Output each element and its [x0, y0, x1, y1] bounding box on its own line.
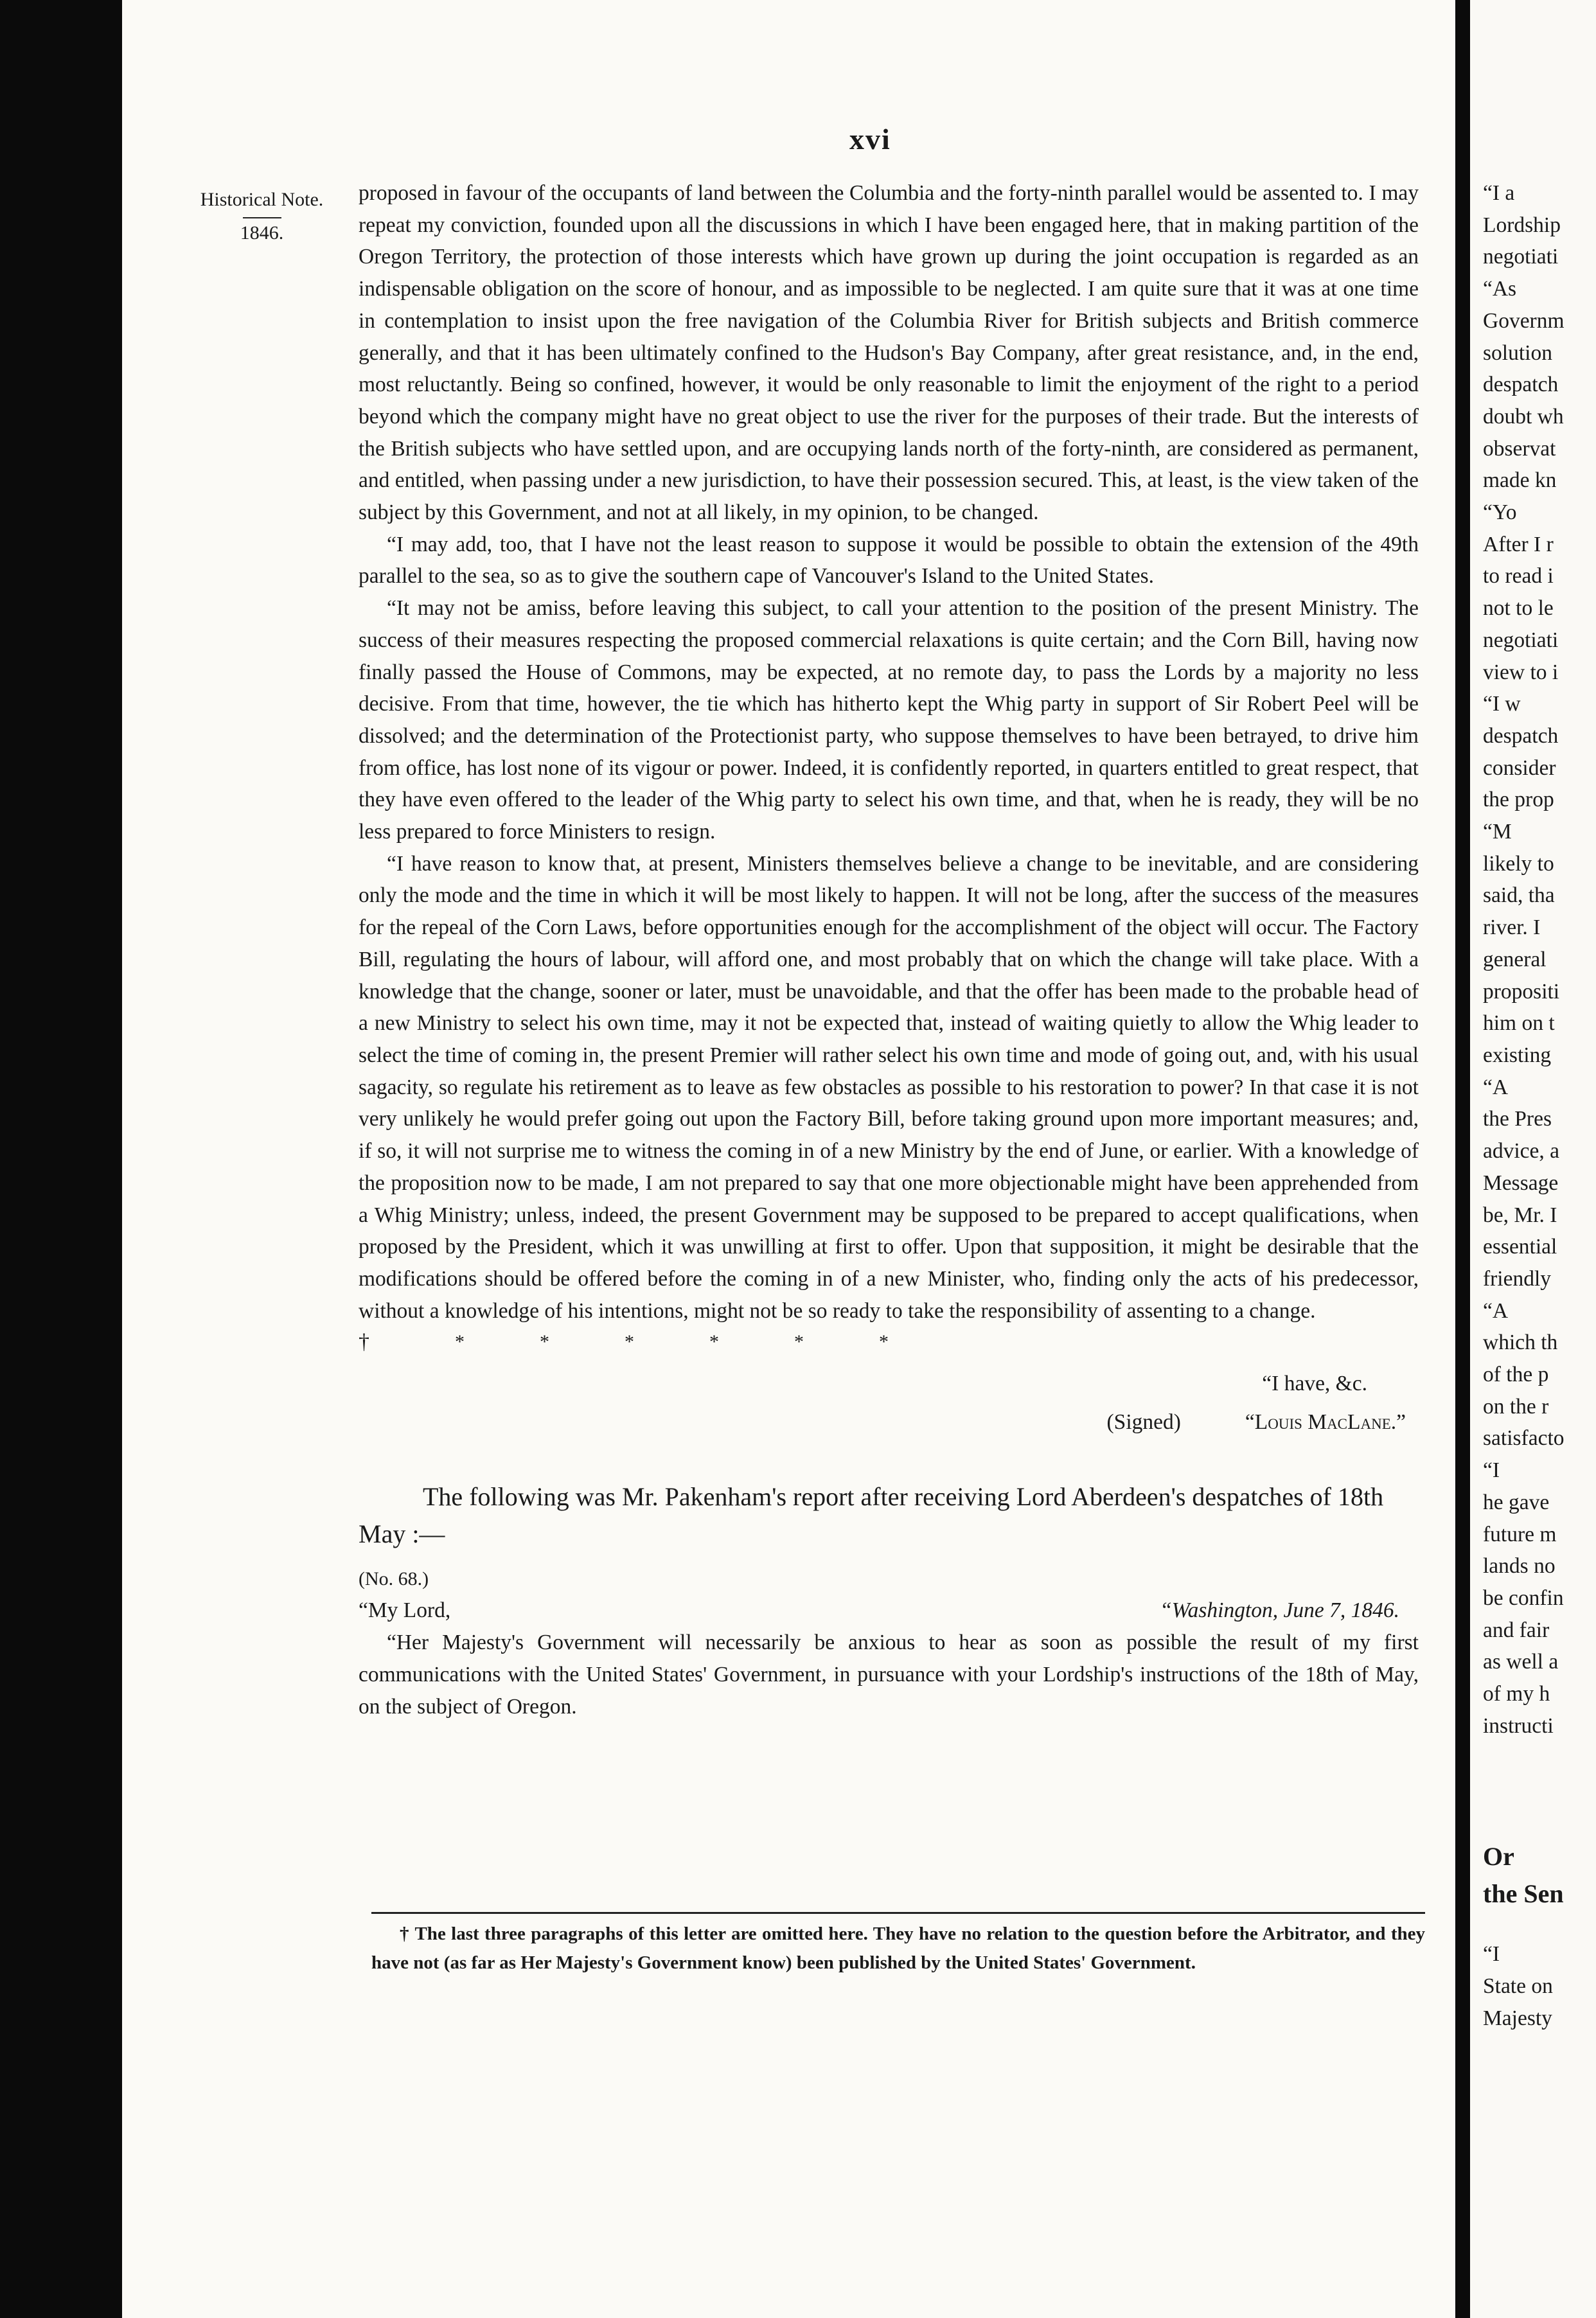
- facing-page-line: which th: [1483, 1331, 1558, 1355]
- facing-page-gap: [1483, 1742, 1596, 1838]
- facing-page-line: of my h: [1483, 1682, 1550, 1706]
- facing-page-line: friendly: [1483, 1266, 1552, 1291]
- facing-page-line: general: [1483, 947, 1547, 971]
- signature-line: [359, 1406, 1419, 1438]
- omission-star: *: [540, 1331, 549, 1353]
- facing-page-line: view to i: [1483, 660, 1559, 684]
- letter-closing: “I have, &c.: [1262, 1372, 1367, 1396]
- facing-page-line: consider: [1483, 756, 1556, 780]
- dateline: “Washington, June 7, 1846.: [1160, 1598, 1399, 1623]
- facing-page-line: of the p: [1483, 1363, 1549, 1387]
- omission-star: *: [625, 1331, 634, 1353]
- margin-note: [183, 188, 341, 245]
- facing-page-line: the Sen: [1483, 1879, 1564, 1909]
- facing-page-line: instructi: [1483, 1713, 1554, 1738]
- facing-page-line: “Yo: [1483, 500, 1517, 525]
- facing-page-line: on the r: [1483, 1394, 1549, 1419]
- letter-paragraph-2: “I may add, too, that I have not the least reason to suppose it would be possible to obtain the extension of the 49th parallel to the sea, so as to give the southern cape of Vancouver's Island to the United States.: [359, 532, 1419, 588]
- facing-page-line: satisfacto: [1483, 1426, 1565, 1451]
- facing-page-line: doubt wh: [1483, 404, 1564, 429]
- omission-star: *: [709, 1331, 719, 1353]
- facing-page-line: said, tha: [1483, 883, 1555, 908]
- facing-page-line: negotiati: [1483, 245, 1559, 269]
- facing-page-line: Lordship: [1483, 213, 1561, 237]
- footnote: † The last three paragraphs of this letter are omitted here. They have no relation to the question before the Arbitrator, and they have not (as far as Her Majesty's Government know) been published by the United States' Government.: [371, 1924, 1425, 1973]
- salutation-row: [359, 1595, 1419, 1627]
- omission-star: *: [455, 1331, 465, 1353]
- omission-star: *: [794, 1331, 804, 1353]
- facing-page-line: despatch: [1483, 723, 1559, 748]
- facing-page-line: observat: [1483, 436, 1556, 461]
- facing-page-line: the prop: [1483, 788, 1554, 812]
- facing-page-line: solution: [1483, 341, 1552, 365]
- footnote-divider: [371, 1912, 1425, 1914]
- letter-paragraph-1: proposed in favour of the occupants of land between the Columbia and the forty-ninth parallel would be assented to. I may repeat my conviction, founded upon all the discussions in which I have been engaged here, that in making partition of the Oregon Territory, the protection of those interests which have grown up during the joint occupation is regarded as an indispensable obligation on the score of honour, and as impossible to be neglected. I am quite sure that it was at one time in contemplation to insist upon the free navigation of the Columbia River for British subjects and British commerce generally, and that it has been ultimately confined to the Hudson's Bay Company, after great resistance, and, in the end, most reluctantly. Being so confined, however, it would be only reasonable to limit the enjoyment of the right to a period beyond which the company might have no great object to use the river for the purposes of their trade. But the interests of the British subjects who have settled upon, and are occupying lands north of the forty-ninth, are considered as permanent, and entitled, when passing under a new jurisdiction, to have their possession secured. This, at least, is the view taken of the subject by this Government, and not at all likely, in my opinion, to be changed.: [359, 181, 1419, 525]
- facing-page-text: [1483, 177, 1596, 2035]
- margin-note-title: Historical Note.: [200, 189, 324, 210]
- report-paragraph: “Her Majesty's Government will necessarily be anxious to hear as soon as possible the result of my first communications with the United States' Government, in pursuance with your Lordship's instructions of the 18th of May, on the subject of Oregon.: [359, 1631, 1419, 1719]
- facing-page-line: future m: [1483, 1522, 1557, 1546]
- facing-page-line: Majesty: [1483, 2006, 1552, 2030]
- facing-page-line: “I a: [1483, 181, 1515, 205]
- facing-page-line: be confin: [1483, 1586, 1564, 1610]
- facing-page-line: not to le: [1483, 596, 1554, 621]
- facing-page-line: and fair: [1483, 1618, 1550, 1642]
- facing-page-line: “M: [1483, 820, 1512, 844]
- facing-page-line: “I: [1483, 1942, 1500, 1967]
- signature: “Louis MacLane.”: [1245, 1410, 1406, 1435]
- facing-page-line: Message: [1483, 1171, 1559, 1195]
- facing-page-line: likely to: [1483, 851, 1554, 876]
- page-number: xvi: [849, 123, 891, 155]
- margin-note-rule: [243, 217, 281, 218]
- facing-page-line: State on: [1483, 1974, 1553, 1999]
- facing-page-line: the Pres: [1483, 1107, 1552, 1131]
- facing-page-line: “As: [1483, 277, 1517, 301]
- facing-page-line: as well a: [1483, 1650, 1559, 1674]
- letter-paragraph-4: “I have reason to know that, at present, Ministers themselves believe a change to be inevitable, and are considering only the mode and the time in which it will be most likely to happen. It will not be long, after the success of the measures for the repeal of the Corn Laws, before opportunities enough for the accomplishment of the object will occur. The Factory Bill, regulating the hours of labour, will afford one, and most probably that on which the change will take place. With a knowledge that the change, sooner or later, must be unavoidable, and that the offer has been made to the probable head of a new Ministry to select his own time, may it not be expected that, instead of waiting quietly to allow the Whig leader to select the time of coming in, the present Premier will rather select his own time and mode of going out, and, with his usual sagacity, so regulate his retirement as to leave as few obstacles as possible to his restoration to power? In that case it is not very unlikely he would prefer going out upon the Factory Bill, before taking ground upon more important measures; and, if so, it will not surprise me to witness the coming in of a new Ministry by the end of June, or earlier. With a knowledge of the proposition now to be made, I am not prepared to say that one more objectionable might have been apprehended from a Whig Ministry; unless, indeed, the present Government may be supposed to be prepared to accept qualifications, when proposed by the President, which it was unwilling at first to offer. Upon that supposition, it might be desirable that the modifications should be offered before the coming in of a new Minister, who, finding only the acts of his predecessor, without a knowledge of his intentions, might not be so ready to take the responsibility of assenting to a change.: [359, 851, 1419, 1323]
- facing-page: [1470, 0, 1596, 2318]
- facing-page-line: essential: [1483, 1235, 1557, 1259]
- section-heading: The following was Mr. Pakenham's report after receiving Lord Aberdeen's despatches of 18th May :—: [359, 1482, 1384, 1548]
- facing-page-line: him on t: [1483, 1011, 1555, 1036]
- letter-paragraph-3: “It may not be amiss, before leaving this subject, to call your attention to the position of the present Ministry. The success of their measures respecting the proposed commercial relaxations is quite certain; and the Corn Bill, having now finally passed the House of Commons, may be expected, at no remote day, to pass the Lords by a majority no less decisive. From that time, however, the tie which has hitherto kept the Whig party in support of Sir Robert Peel will be dissolved; and the determination of the Protectionist party, who suppose themselves to have been betrayed, to drive him from office, has lost none of its vigour or power. Indeed, it is confidently reported, in quarters entitled to great respect, that they have even offered to the leader of the Whig party to select his own time, and that, when he is ready, they will be no less prepared to force Ministers to resign.: [359, 596, 1419, 844]
- facing-page-line: “I w: [1483, 692, 1521, 716]
- facing-page-line: “A: [1483, 1075, 1509, 1099]
- salutation: “My Lord,: [359, 1598, 451, 1623]
- facing-page-line: Governm: [1483, 308, 1565, 333]
- facing-page-line: existing: [1483, 1043, 1552, 1067]
- omission-star: *: [879, 1331, 889, 1353]
- facing-page-line: he gave: [1483, 1490, 1550, 1514]
- letter-number: (No. 68.): [359, 1568, 429, 1589]
- facing-page-line: After I r: [1483, 532, 1554, 556]
- facing-page-gap: [1483, 1913, 1596, 1938]
- signed-label: (Signed): [1106, 1410, 1181, 1435]
- omission-marks: [359, 1329, 1419, 1355]
- margin-note-year: 1846.: [240, 222, 284, 243]
- facing-page-line: lands no: [1483, 1554, 1556, 1579]
- facing-page-line: “I: [1483, 1458, 1500, 1483]
- body-text: [359, 177, 1419, 1722]
- facing-page-line: Or: [1483, 1842, 1514, 1871]
- facing-page-line: river. I: [1483, 916, 1541, 940]
- facing-page-line: to read i: [1483, 564, 1554, 588]
- facing-page-line: be, Mr. I: [1483, 1203, 1557, 1227]
- facing-page-line: made kn: [1483, 468, 1557, 493]
- facing-page-line: “A: [1483, 1298, 1509, 1323]
- facing-page-line: negotiati: [1483, 628, 1559, 652]
- facing-page-line: propositi: [1483, 979, 1560, 1004]
- facing-page-line: advice, a: [1483, 1139, 1560, 1163]
- facing-page-line: despatch: [1483, 373, 1559, 397]
- omission-dagger: †: [359, 1330, 369, 1354]
